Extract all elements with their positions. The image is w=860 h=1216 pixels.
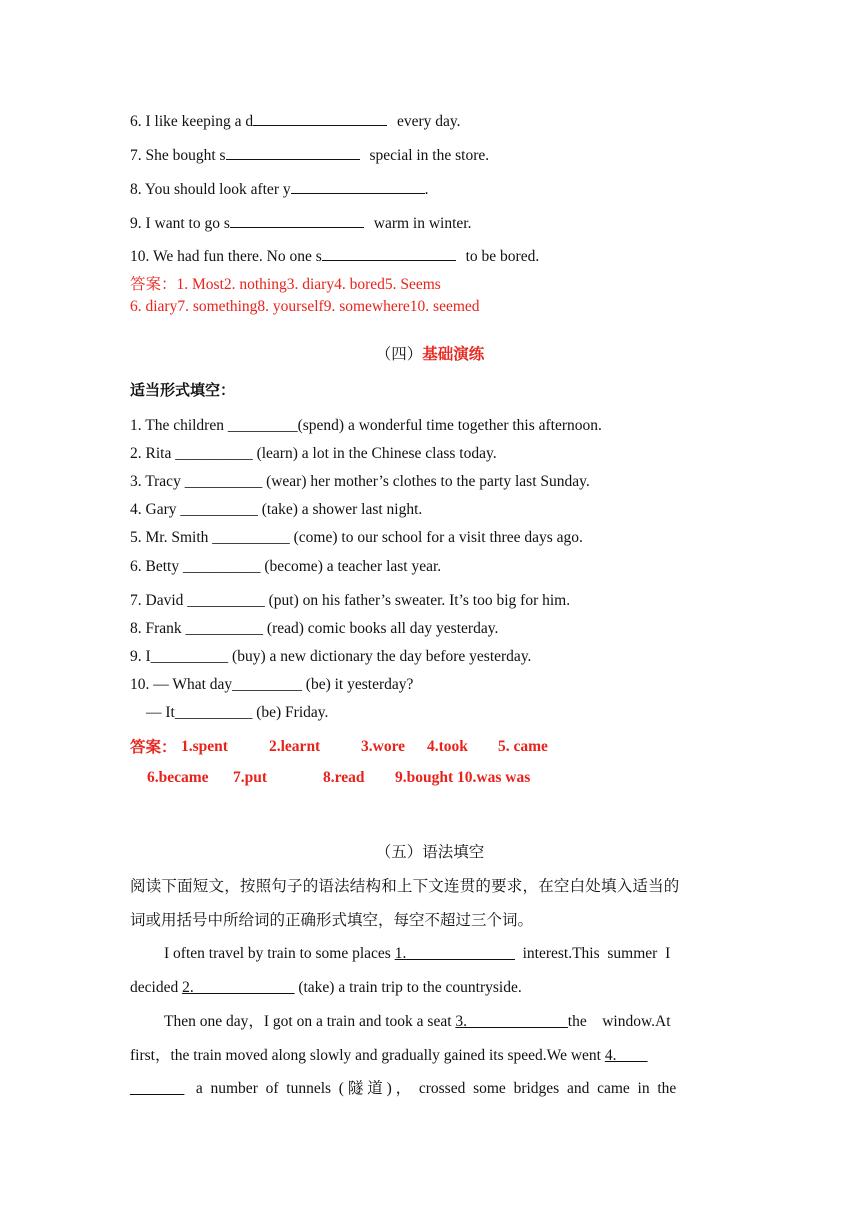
passage-text: decided [130,979,183,996]
passage-line-1 [164,944,670,964]
exercise-item-10-reply: — It__________ (be) Friday. [146,704,329,721]
passage-blank-4: 4.____ [604,1047,648,1064]
answer-9-10: 9.bought 10.was was [395,769,531,786]
question-8 [130,180,428,200]
passage-line-4 [130,1046,647,1066]
passage-line-3 [164,1012,671,1032]
question-text: 6. I like keeping a d [130,113,254,130]
answer-blank [322,247,456,261]
exercise-item-7: 7. David __________ (put) on his father’s sweater. It’s too big for him. [130,592,571,609]
answer-key-line-1: 答案：1. Most2. nothing3. diary4. bored5. Seems [130,276,441,293]
exercise-item-2: 2. Rita __________ (learn) a lot in the Chinese class today. [130,445,497,462]
passage-text: Then one day，I got on a train and took a seat [164,1013,456,1030]
section-5-instruction-1: 阅读下面短文，按照句子的语法结构和上下文连贯的要求，在空白处填入适当的 [130,877,680,895]
question-text: 9. I want to go s [130,215,230,232]
answer-key-line-2: 6. diary7. something8. yourself9. somewhere10. seemed [130,298,480,315]
answer-label: 答案： [130,737,177,756]
question-text: 10. We had fun there. No one s [130,248,322,265]
answer-1: 1.spent [181,738,228,755]
answer-5: 5. came [498,738,548,755]
answer-blank [226,146,360,160]
section-4-title [0,344,860,365]
question-text: 8. You should look after y [130,181,291,198]
question-6 [130,112,461,132]
passage-text: a number of tunnels ( 隧 道 ) ， crossed some bridges and came in the [184,1080,677,1097]
question-tail: every day. [393,113,461,130]
question-10 [130,247,539,267]
passage-blank-1: 1.______________ [394,945,515,962]
answer-3: 3.wore [361,738,406,755]
question-tail: special in the store. [365,147,490,164]
passage-blank-4-continued: _______ [130,1080,185,1097]
section-4-heading: 基础演练 [422,344,485,363]
section-5-instruction-2: 词或用括号中所给词的正确形式填空，每空不超过三个词。 [130,911,534,929]
passage-text: I often travel by train to some places [164,945,395,962]
passage-line-2 [130,978,522,998]
question-7 [130,146,489,166]
passage-blank-2: 2._____________ [182,979,295,996]
exercise-item-6: 6. Betty __________ (become) a teacher last year. [130,558,442,575]
answer-blank [230,214,364,228]
exercise-item-8: 8. Frank __________ (read) comic books all day yesterday. [130,620,499,637]
question-text: 7. She bought s [130,147,226,164]
instruction-heading: 适当形式填空： [130,381,236,399]
exercise-item-1: 1. The children _________(spend) a wonderful time together this afternoon. [130,417,602,434]
answer-6: 6.became [147,769,209,786]
answer-4: 4.took [427,738,468,755]
exercise-item-4: 4. Gary __________ (take) a shower last night. [130,501,423,518]
exercise-item-9: 9. I__________ (buy) a new dictionary the day before yesterday. [130,648,532,665]
question-tail: warm in winter. [369,215,472,232]
answer-blank [291,180,425,194]
passage-text: interest.This summer I [514,945,671,962]
exercise-item-5: 5. Mr. Smith __________ (come) to our school for a visit three days ago. [130,529,583,546]
answer-blank [253,112,387,126]
question-tail: to be bored. [461,248,540,265]
passage-text: the window.At [567,1013,671,1030]
question-9 [130,214,471,234]
answer-2: 2.learnt [269,738,321,755]
passage-text: (take) a train trip to the countryside. [294,979,522,996]
passage-text: first，the train moved along slowly and gradually gained its speed.We went [130,1047,605,1064]
answer-7: 7.put [233,769,268,786]
exercise-item-3: 3. Tracy __________ (wear) her mother’s clothes to the party last Sunday. [130,473,590,490]
answer-8: 8.read [323,769,365,786]
exercise-item-10: 10. — What day_________ (be) it yesterday? [130,676,414,693]
question-tail: . [424,181,429,198]
passage-blank-3: 3._____________ [455,1013,568,1030]
passage-line-5 [130,1079,676,1099]
section-5-title: （五）语法填空 [375,843,485,861]
section-4-number: （四） [375,345,423,363]
